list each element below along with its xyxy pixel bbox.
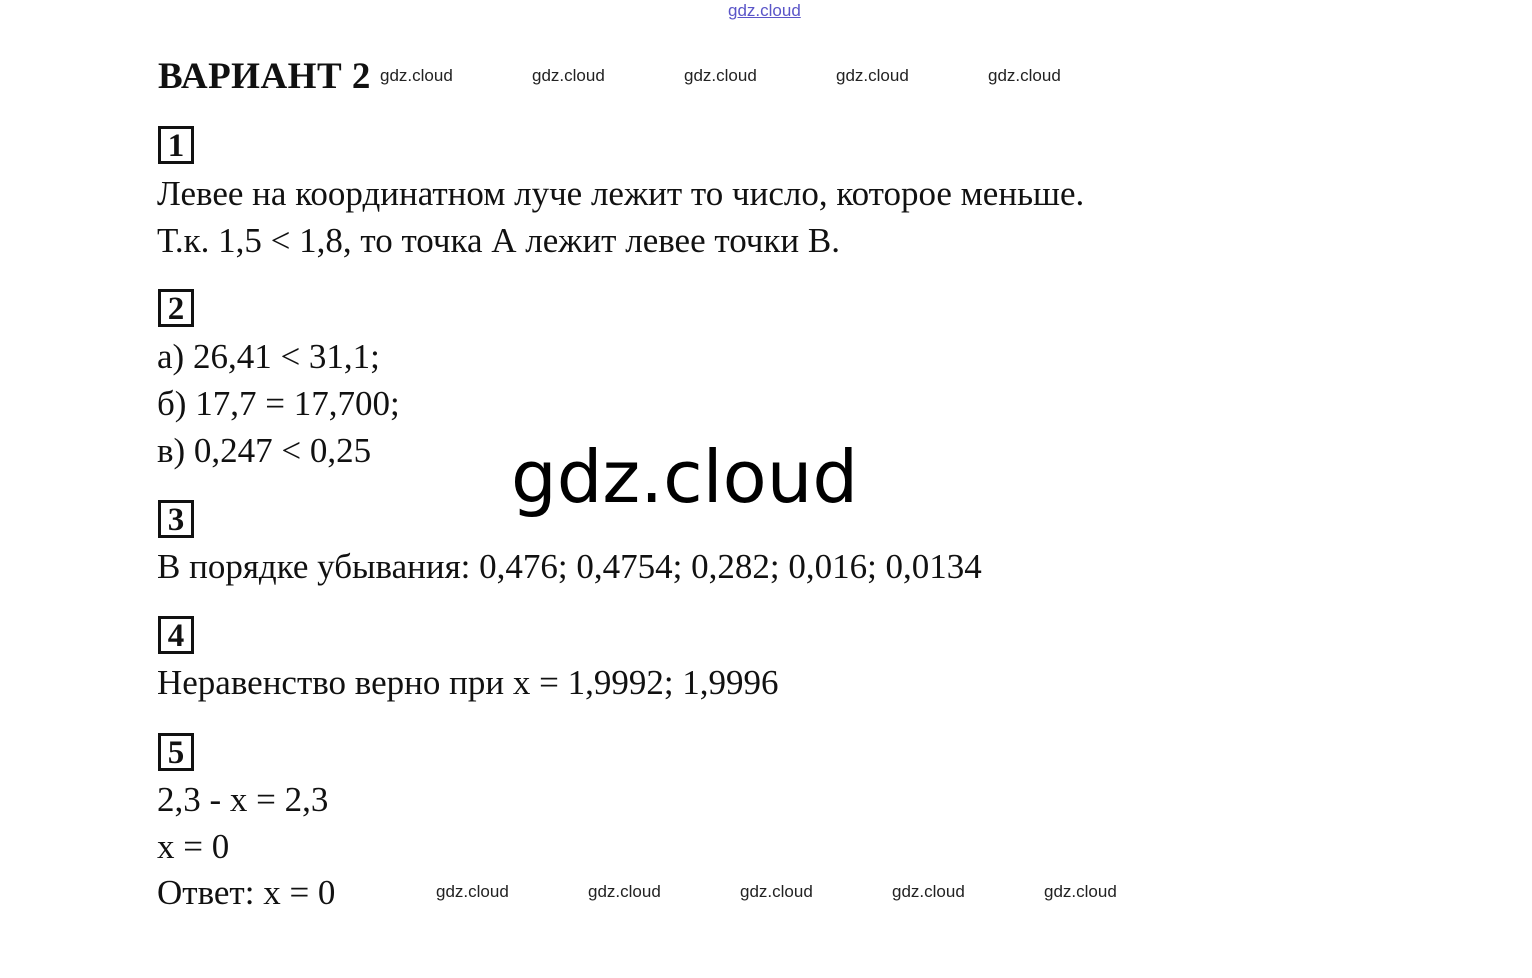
task-text-line: x = 0 [157, 827, 230, 866]
watermark-label: gdz.cloud [836, 66, 909, 85]
task-text-line: а) 26,41 < 31,1; [157, 337, 380, 376]
watermark-label: gdz.cloud [588, 882, 661, 901]
task-number-box: 1 [158, 126, 194, 164]
task-text-line: Т.к. 1,5 < 1,8, то точка А лежит левее точки В. [157, 221, 840, 260]
watermark-top-link: gdz.cloud [728, 1, 801, 20]
task-text-line: Ответ: x = 0 [157, 873, 336, 912]
task-text-line: Левее на координатном луче лежит то число, которое меньше. [157, 174, 1085, 213]
watermark-label: gdz.cloud [988, 66, 1061, 85]
task-text-line: б) 17,7 = 17,700; [157, 384, 400, 423]
task-text-line: Неравенство верно при x = 1,9992; 1,9996 [157, 663, 779, 702]
watermark-label: gdz.cloud [1044, 882, 1117, 901]
watermark-label: gdz.cloud [740, 882, 813, 901]
watermark-center: gdz.cloud [511, 435, 859, 519]
task-text-line: В порядке убывания: 0,476; 0,4754; 0,282; 0,016; 0,0134 [157, 547, 982, 586]
watermark-label: gdz.cloud [684, 66, 757, 85]
page-title: ВАРИАНТ 2 [158, 56, 371, 97]
task-text-line: 2,3 - x = 2,3 [157, 780, 329, 819]
task-text-line: в) 0,247 < 0,25 [157, 431, 372, 470]
task-number-box: 2 [158, 289, 194, 327]
task-number-box: 3 [158, 500, 194, 538]
watermark-label: gdz.cloud [380, 66, 453, 85]
task-number-box: 4 [158, 616, 194, 654]
watermark-label: gdz.cloud [892, 882, 965, 901]
task-number-box: 5 [158, 733, 194, 771]
watermark-label: gdz.cloud [532, 66, 605, 85]
watermark-label: gdz.cloud [436, 882, 509, 901]
